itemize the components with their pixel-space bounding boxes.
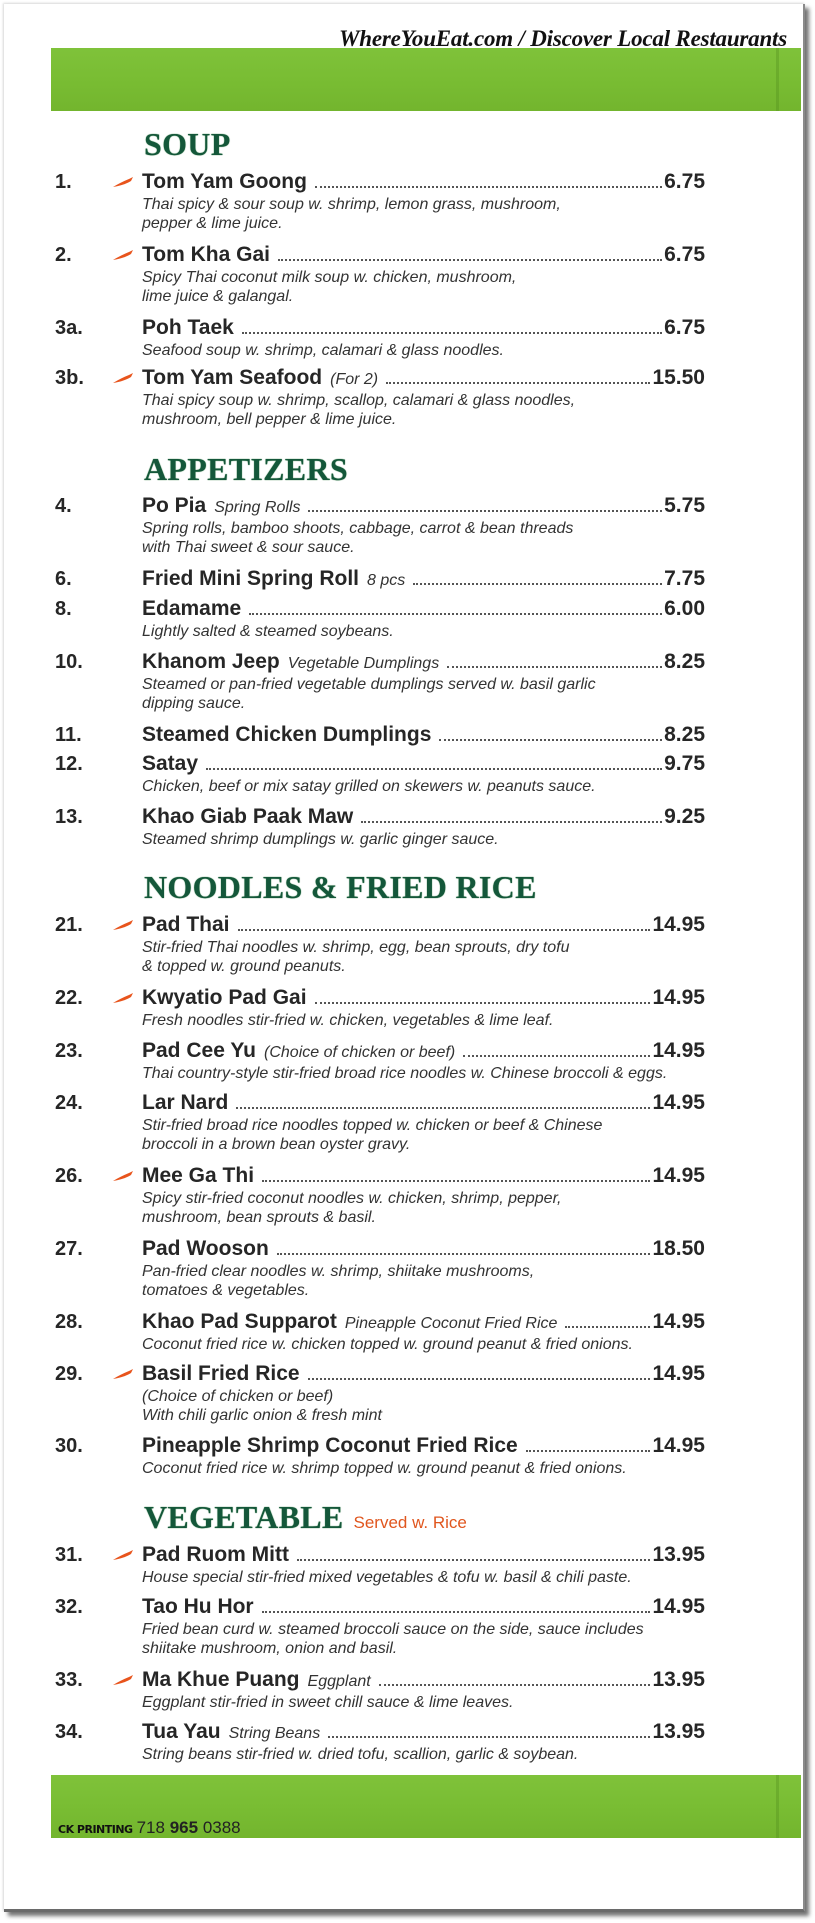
- item-price: 13.95: [652, 1668, 705, 1691]
- chili-spicy-icon: [112, 176, 134, 188]
- leader-dots: [526, 1449, 651, 1452]
- item-number: 32.: [55, 1596, 83, 1618]
- leader-dots: [308, 509, 662, 512]
- leader-dots: [379, 1683, 651, 1686]
- item-name: Tom Yam Seafood: [142, 366, 323, 389]
- item-description: Thai spicy soup w. shrimp, scallop, calamari & glass noodles, mushroom, bell pepper & lime juice.: [142, 392, 576, 428]
- item-description: Spicy stir-fried coconut noodles w. chicken, shrimp, pepper, mushroom, bean sprouts & basil.: [142, 1190, 562, 1226]
- leader-dots: [315, 1001, 651, 1004]
- menu-item: [55, 1237, 705, 1300]
- site-caption: WhereYouEat.com / Discover Local Restaurants: [338, 26, 787, 51]
- item-subtitle: Spring Rolls: [214, 499, 301, 516]
- item-description: Coconut fried rice w. shrimp topped w. ground peanut & fried onions.: [142, 1460, 627, 1477]
- item-name: Pad Wooson: [142, 1237, 269, 1260]
- leader-dots: [463, 1054, 650, 1057]
- menu-item: [55, 1595, 705, 1658]
- leader-dots: [262, 1610, 651, 1613]
- item-description: Eggplant stir-fried in sweet chill sauce & lime leaves.: [142, 1694, 514, 1711]
- item-description: Fresh noodles stir-fried w. chicken, vegetables & lime leaf.: [142, 1012, 554, 1029]
- item-number: 22.: [55, 987, 83, 1009]
- item-number: 28.: [55, 1311, 83, 1333]
- leader-dots: [439, 738, 662, 741]
- menu-item: [55, 1164, 705, 1227]
- item-name: Edamame: [142, 597, 242, 620]
- item-description: Stir-fried Thai noodles w. shrimp, egg, bean sprouts, dry tofu & topped w. ground peanuts.: [142, 939, 570, 975]
- item-description: Thai country-style stir-fried broad rice noodles w. Chinese broccoli & eggs.: [142, 1065, 668, 1082]
- item-name: Pineapple Shrimp Coconut Fried Rice: [142, 1434, 518, 1457]
- item-price: 9.75: [664, 752, 705, 775]
- item-subtitle: 8 pcs: [367, 572, 406, 589]
- item-price: 6.75: [664, 170, 705, 193]
- item-name: Basil Fried Rice: [142, 1362, 300, 1385]
- item-price: 14.95: [652, 1310, 705, 1333]
- item-number: 23.: [55, 1040, 83, 1062]
- leader-dots: [308, 1377, 651, 1380]
- item-description: Steamed or pan-fried vegetable dumplings served w. basil garlic dipping sauce.: [142, 676, 596, 712]
- menu-item: [55, 567, 705, 591]
- menu-item: [55, 986, 705, 1030]
- leader-dots: [278, 258, 662, 261]
- menu-item: [55, 650, 705, 713]
- item-number: 3a.: [55, 317, 83, 339]
- item-description: Pan-fried clear noodles w. shrimp, shiitake mushrooms, tomatoes & vegetables.: [142, 1263, 535, 1299]
- item-number: 8.: [55, 598, 72, 620]
- header-green-band: [51, 48, 801, 111]
- item-subtitle: (Choice of chicken or beef): [264, 1044, 456, 1061]
- menu-item: [55, 723, 705, 747]
- item-name: Pad Thai: [142, 913, 230, 936]
- menu-item: [55, 597, 705, 641]
- item-name: Poh Taek: [142, 316, 234, 339]
- item-name: Pad Ruom Mitt: [142, 1543, 289, 1566]
- menu-item: [55, 494, 705, 557]
- printer-logo: CK PRINTING: [58, 1823, 133, 1836]
- item-subtitle: String Beans: [228, 1725, 321, 1742]
- chili-spicy-icon: [112, 1549, 134, 1561]
- leader-dots: [236, 1106, 650, 1109]
- menu-item: [55, 752, 705, 796]
- item-number: 29.: [55, 1363, 83, 1385]
- item-number: 13.: [55, 806, 83, 828]
- menu-item: [55, 1668, 705, 1712]
- menu-item: [55, 316, 705, 360]
- item-price: 6.75: [664, 316, 705, 339]
- item-number: 4.: [55, 495, 72, 517]
- chili-spicy-icon: [112, 1674, 134, 1686]
- item-price: 15.50: [652, 366, 705, 389]
- item-description: Fried bean curd w. steamed broccoli sauce on the side, sauce includes shiitake mushroom, onion and basil.: [142, 1621, 644, 1657]
- item-description: Spring rolls, bamboo shoots, cabbage, carrot & bean threads with Thai sweet & sour sauce.: [142, 520, 574, 556]
- leader-dots: [413, 582, 662, 585]
- menu-item: [55, 1039, 705, 1083]
- section-title-soup: SOUP: [144, 126, 231, 162]
- item-number: 2.: [55, 244, 72, 266]
- item-description: String beans stir-fried w. dried tofu, scallion, garlic & soybean.: [142, 1746, 579, 1763]
- item-number: 21.: [55, 914, 83, 936]
- leader-dots: [277, 1252, 651, 1255]
- item-price: 14.95: [652, 913, 705, 936]
- item-number: 24.: [55, 1092, 83, 1114]
- item-number: 3b.: [55, 367, 84, 389]
- item-name: Po Pia: [142, 494, 207, 517]
- item-number: 1.: [55, 171, 72, 193]
- leader-dots: [565, 1325, 650, 1328]
- item-price: 13.95: [652, 1720, 705, 1743]
- item-subtitle: Pineapple Coconut Fried Rice: [344, 1315, 558, 1332]
- item-name: Khao Pad Supparot: [142, 1310, 337, 1333]
- item-price: 7.75: [664, 567, 705, 590]
- item-price: 14.95: [652, 1595, 705, 1618]
- item-price: 8.25: [664, 723, 705, 746]
- menu-item: [55, 1362, 705, 1425]
- item-name: Pad Cee Yu: [142, 1039, 257, 1062]
- item-price: 5.75: [664, 494, 705, 517]
- menu-item: [55, 170, 705, 233]
- item-number: 31.: [55, 1544, 83, 1566]
- item-name: Tao Hu Hor: [142, 1595, 254, 1618]
- item-description: Thai spicy & sour soup w. shrimp, lemon grass, mushroom, pepper & lime juice.: [142, 196, 561, 232]
- item-price: 14.95: [652, 1164, 705, 1187]
- chili-spicy-icon: [112, 919, 134, 931]
- menu-item: [55, 366, 705, 429]
- item-name: Satay: [142, 752, 199, 775]
- item-price: 8.25: [664, 650, 705, 673]
- chili-spicy-icon: [112, 992, 134, 1004]
- menu-item: [55, 805, 705, 849]
- item-name: Kwyatio Pad Gai: [142, 986, 307, 1009]
- item-price: 14.95: [652, 1091, 705, 1114]
- section-title-vegetable: VEGETABLE Served w. Rice: [144, 1499, 467, 1535]
- leader-dots: [386, 381, 650, 384]
- menu-item: [55, 1434, 705, 1478]
- item-name: Tom Kha Gai: [142, 243, 270, 266]
- item-price: 14.95: [652, 1362, 705, 1385]
- item-description: Chicken, beef or mix satay grilled on skewers w. peanuts sauce.: [142, 778, 596, 795]
- item-price: 6.00: [664, 597, 705, 620]
- printer-phone: 718 965 0388: [136, 1818, 241, 1837]
- item-number: 6.: [55, 568, 72, 590]
- item-description: Lightly salted & steamed soybeans.: [142, 623, 394, 640]
- chili-spicy-icon: [112, 1368, 134, 1380]
- leader-dots: [238, 928, 651, 931]
- menu-item: [55, 1091, 705, 1154]
- leader-dots: [262, 1179, 650, 1182]
- leader-dots: [361, 820, 662, 823]
- item-price: 13.95: [652, 1543, 705, 1566]
- item-name: Fried Mini Spring Roll: [142, 567, 359, 590]
- item-name: Tua Yau: [142, 1720, 221, 1743]
- leader-dots: [242, 331, 662, 334]
- item-number: 34.: [55, 1721, 83, 1743]
- item-description: Stir-fried broad rice noodles topped w. chicken or beef & Chinese broccoli in a brown bean oyster gravy.: [142, 1117, 603, 1153]
- leader-dots: [297, 1558, 650, 1561]
- printer-credit: [58, 1818, 241, 1838]
- item-number: 30.: [55, 1435, 83, 1457]
- item-name: Tom Yam Goong: [142, 170, 307, 193]
- item-name: Lar Nard: [142, 1091, 229, 1114]
- item-name: Khanom Jeep: [142, 650, 280, 673]
- item-subtitle: Vegetable Dumplings: [287, 655, 440, 672]
- chili-spicy-icon: [112, 372, 134, 384]
- section-title-noodles-fried-rice: NOODLES & FRIED RICE: [144, 869, 537, 905]
- chili-spicy-icon: [112, 1170, 134, 1182]
- leader-dots: [315, 185, 662, 188]
- item-description: Spicy Thai coconut milk soup w. chicken, mushroom, lime juice & galangal.: [142, 269, 517, 305]
- leader-dots: [328, 1735, 650, 1738]
- item-subtitle: (For 2): [330, 371, 379, 388]
- item-description: House special stir-fried mixed vegetables & tofu w. basil & chili paste.: [142, 1569, 632, 1586]
- menu-item: [55, 913, 705, 976]
- section-note: Served w. Rice: [353, 1513, 467, 1532]
- menu-item: [55, 1310, 705, 1354]
- item-description: Coconut fried rice w. chicken topped w. ground peanut & fried onions.: [142, 1336, 633, 1353]
- item-price: 14.95: [652, 1434, 705, 1457]
- menu-item: [55, 1543, 705, 1587]
- item-number: 27.: [55, 1238, 83, 1260]
- section-title-appetizers: APPETIZERS: [144, 451, 348, 487]
- item-name: Ma Khue Puang: [142, 1668, 300, 1691]
- item-number: 10.: [55, 651, 83, 673]
- item-number: 11.: [55, 724, 82, 746]
- leader-dots: [447, 665, 662, 668]
- leader-dots: [249, 612, 662, 615]
- item-name: Khao Giab Paak Maw: [142, 805, 354, 828]
- item-name: Mee Ga Thi: [142, 1164, 255, 1187]
- item-number: 33.: [55, 1669, 83, 1691]
- item-description: (Choice of chicken or beef) With chili garlic onion & fresh mint: [142, 1388, 382, 1424]
- item-price: 9.25: [664, 805, 705, 828]
- menu-item: [55, 1720, 705, 1764]
- item-name: Steamed Chicken Dumplings: [142, 723, 432, 746]
- item-price: 6.75: [664, 243, 705, 266]
- item-price: 18.50: [652, 1237, 705, 1260]
- chili-spicy-icon: [112, 249, 134, 261]
- item-subtitle: Eggplant: [307, 1673, 371, 1690]
- leader-dots: [206, 767, 662, 770]
- item-price: 14.95: [652, 986, 705, 1009]
- item-number: 26.: [55, 1165, 83, 1187]
- item-description: Steamed shrimp dumplings w. garlic ginger sauce.: [142, 831, 499, 848]
- item-price: 14.95: [652, 1039, 705, 1062]
- item-description: Seafood soup w. shrimp, calamari & glass noodles.: [142, 342, 504, 359]
- item-number: 12.: [55, 753, 83, 775]
- menu-item: [55, 243, 705, 306]
